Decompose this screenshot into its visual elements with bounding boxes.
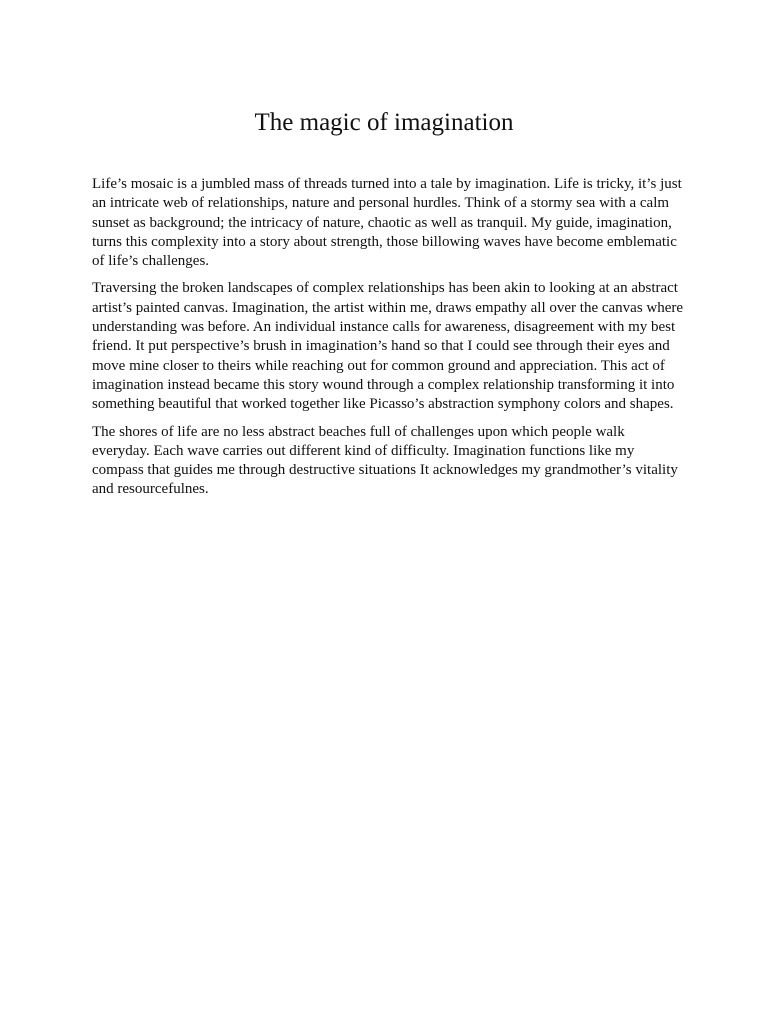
- paragraph-3: The shores of life are no less abstract beaches full of challenges upon which people walk everyday. Each wave carries out different kind of difficulty. Imagination functions like my compass that guides me through destructive situations It acknowledges my grandmother’s vitality and resourcefulnes.: [92, 423, 678, 498]
- document-title: The magic of imagination: [254, 109, 514, 136]
- paragraph-1: Life’s mosaic is a jumbled mass of threads turned into a tale by imagination. Life is tricky, it’s just an intricate web of relationships, nature and personal hurdles. Think of a stormy sea with a calm sunset as background; the intricacy of nature, chaotic as well as tranquil. My guide, imagination, turns this complexity into a story about strength, those billowing waves have become emblematic of life’s challenges.: [92, 176, 682, 270]
- document-body: [92, 175, 684, 508]
- paragraph-2: Traversing the broken landscapes of complex relationships has been akin to looking at an abstract artist’s painted canvas. Imagination, the artist within me, draws empathy all over the canvas where understanding was before. An individual instance calls for awareness, disagreement with my best friend. It put perspective’s brush in imagination’s hand so that I could see through their eyes and move mine closer to theirs while reaching out for common ground and appreciation. This act of imagination instead became this story wound through a complex relationship transforming it into something beautiful that worked together like Picasso’s abstraction symphony colors and shapes.: [92, 280, 684, 413]
